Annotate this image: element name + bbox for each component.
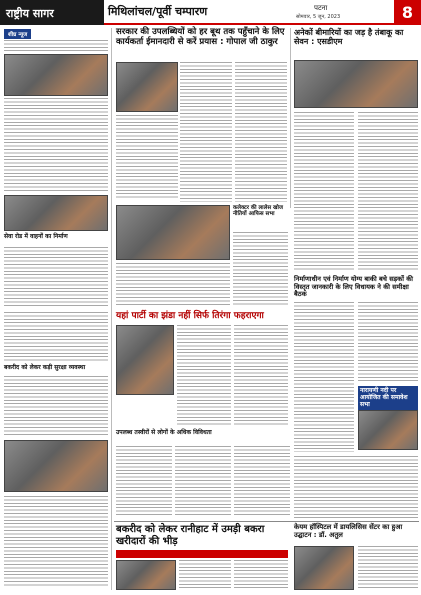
party-text-1 bbox=[177, 325, 231, 425]
left-text-1 bbox=[4, 98, 108, 193]
mid-text bbox=[116, 263, 230, 307]
left-photo-1 bbox=[4, 54, 108, 96]
left-headline-2: सेवा रोड में वाहनों का निर्माण bbox=[4, 233, 68, 240]
right-top-photo bbox=[294, 60, 418, 108]
right-box-headline: नारायणी नदी पर आयोजित की समावेश सभा bbox=[358, 386, 418, 411]
right-mid-text bbox=[294, 456, 418, 520]
left-brief-text bbox=[4, 40, 108, 52]
page-number: 8 bbox=[394, 0, 421, 25]
right-top-text-1 bbox=[294, 112, 354, 272]
right-box-photo bbox=[358, 410, 418, 450]
lower-mid-text-3 bbox=[234, 446, 290, 516]
lead-text-2 bbox=[235, 62, 287, 202]
lead-photo bbox=[116, 62, 178, 112]
bakrid-text-2 bbox=[234, 560, 288, 590]
left-photo-2 bbox=[4, 195, 108, 231]
left-text-4 bbox=[4, 376, 108, 436]
infra-headline: निर्माणाधीन एवं निर्माण योग्य बाकी बचे सड़कों की विस्तृत जानकारी के लिए विधायक ने की समीक्षा बैठक bbox=[294, 275, 414, 299]
right-lower-photo bbox=[294, 546, 354, 590]
lead-text-0 bbox=[116, 115, 178, 200]
news-tab: शीघ्र न्यूज bbox=[4, 29, 31, 39]
section-name: मिथिलांचल/पूर्वी चम्पारण bbox=[108, 5, 208, 18]
mid-photo bbox=[116, 205, 230, 260]
date-label: सोमवार, 5 जून, 2023 bbox=[296, 14, 341, 20]
section-header bbox=[104, 0, 394, 25]
party-text-2 bbox=[234, 325, 288, 425]
section-divider bbox=[114, 521, 419, 522]
lower-mid-headline: उपलब्ध तस्वीरों से लोगों के अधिक विविधता bbox=[116, 429, 212, 436]
right-top-text-2 bbox=[358, 112, 418, 272]
lead-text-1 bbox=[180, 62, 232, 202]
infra-text-2 bbox=[358, 302, 418, 382]
lower-mid-text-2 bbox=[175, 446, 231, 516]
bakrid-strap bbox=[116, 550, 288, 558]
left-photo-3 bbox=[4, 440, 108, 492]
infra-text-1 bbox=[294, 302, 354, 452]
left-headline-3: बकरीद को लेकर कड़ी सुरक्षा व्यवस्था bbox=[4, 364, 86, 371]
city-label: पटना bbox=[314, 4, 328, 12]
lead-headline: सरकार की उपलब्धियों को हर बूथ तक पहुँचाने के लिए कार्यकर्ता ईमानदारी से करें प्रयास : गोपाल जी ठाकुर bbox=[116, 27, 285, 47]
right-lower-text bbox=[358, 546, 418, 590]
mid-small-text bbox=[233, 232, 288, 307]
right-lower-headline: केयम हॉस्पिटल में डायलिसिस सेंटर का हुआ उद्घाटन : डॉ. अतुल bbox=[294, 523, 403, 539]
column-rule-1 bbox=[111, 28, 112, 590]
party-headline: यहां पार्टी का झंडा नहीं सिर्फ तिरंगा फहराएगा bbox=[116, 311, 264, 321]
bakrid-headline: बकरीद को लेकर रानीहाट में उमड़ी बकरा खरीदारों की भीड़ bbox=[116, 524, 265, 547]
bakrid-text-1 bbox=[179, 560, 231, 590]
left-text-3 bbox=[4, 312, 108, 362]
party-photo bbox=[116, 325, 174, 395]
bakrid-photo bbox=[116, 560, 176, 590]
column-rule-2 bbox=[290, 28, 291, 208]
mid-small-headline: कलेक्टर की लालेस खोज नीतियों आफिस सभा bbox=[233, 205, 283, 218]
left-text-5 bbox=[4, 496, 108, 586]
lower-mid-text-1 bbox=[116, 446, 172, 516]
paper-name: राष्ट्रीय सागर bbox=[0, 0, 104, 25]
left-text-2 bbox=[4, 247, 108, 307]
right-top-headline: अनेकों बीमारियों का जड़ है तंबाकू का सेवन : एसडीएम bbox=[294, 28, 404, 47]
